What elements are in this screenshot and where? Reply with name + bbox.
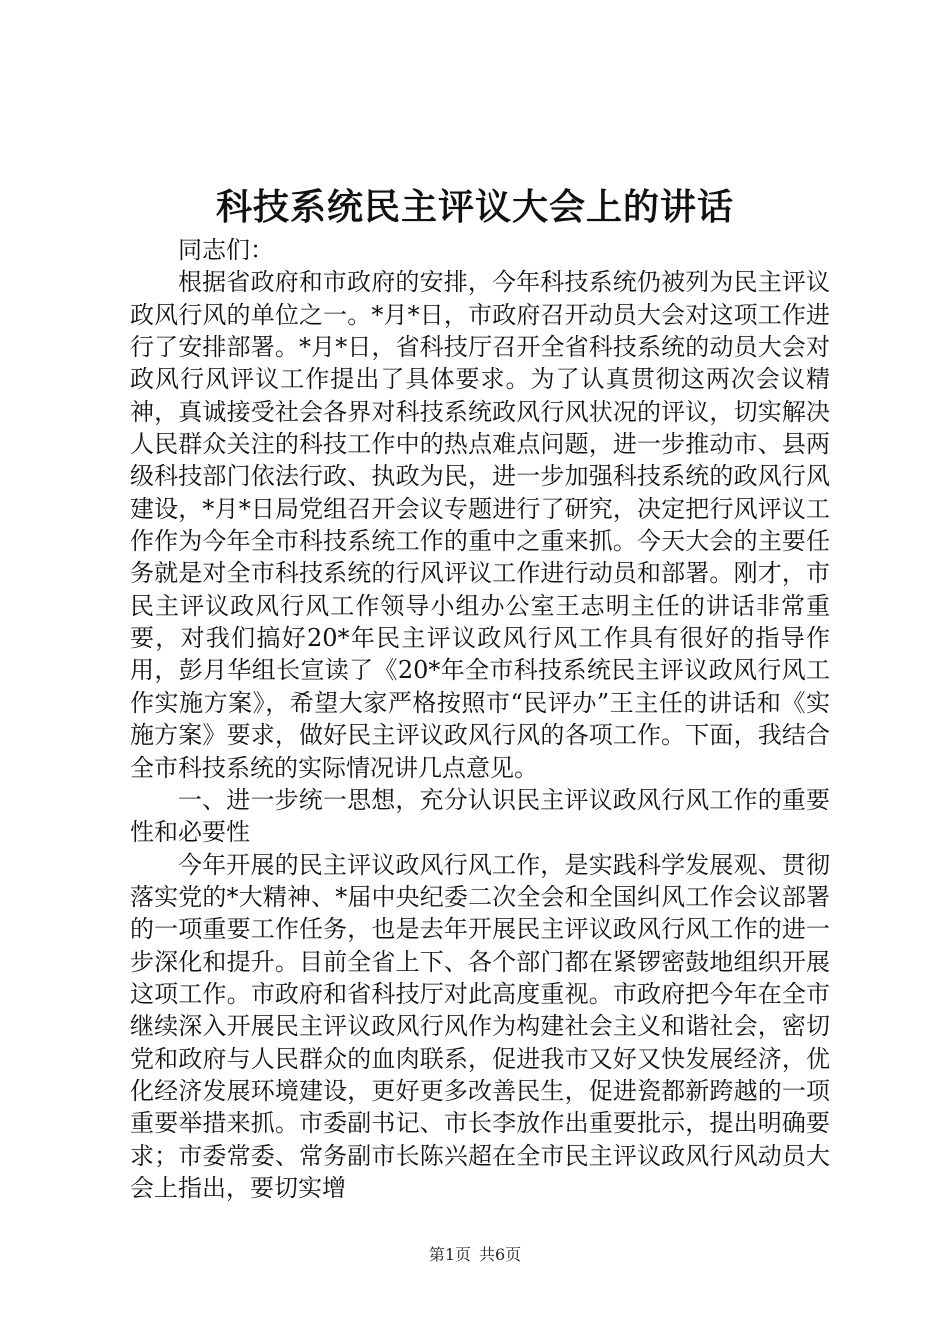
document-title: 科技系统民主评议大会上的讲话	[215, 186, 734, 228]
body-paragraph: 根据省政府和市政府的安排，今年科技系统仍被列为民主评议政风行风的单位之一。*月*日，市政府召开动员大会对这项工作进行了安排部署。*月*日，省科技厅召开全省科技系统的动员大会对政风行风评议工作提出了具体要求。为了认真贯彻这两次会议精神，真诚接受社会各界对科技系统政风行风状况的评议，切实解决人民群众关注的科技工作中的热点难点问题，进一步推动市、县两级科技部门依法行政、执政为民，进一步加强科技系统的政风行风建设，*月*日局党组召开会议专题进行了研究，决定把行风评议工作作为今年全市科技系统工作的重中之重来抓。今天大会的主要任务就是对全市科技系统的行风评议工作进行动员和部署。刚才，市民主评议政风行风工作领导小组办公室王志明主任的讲话非常重要，对我们搞好20*年民主评议政风行风工作具有很好的指导作用，彭月华组长宣读了《20*年全市科技系统民主评议政风行风工作实施方案》，希望大家严格按照市“民评办”王主任的讲话和《实施方案》要求，做好民主评议政风行风的各项工作。下面，我结合全市科技系统的实际情况讲几点意见。	[130, 268, 830, 782]
document-body	[130, 234, 830, 1204]
salutation-paragraph: 同志们：	[178, 236, 274, 264]
body-paragraph: 今年开展的民主评议政风行风工作，是实践科学发展观、贯彻落实党的*大精神、*届中央纪委二次全会和全国纠风工作会议部署的一项重要工作任务，也是去年开展民主评议政风行风工作的进一步深化和提升。目前全省上下、各个部门都在紧锣密鼓地组织开展这项工作。市政府和省科技厅对此高度重视。市政府把今年在全市继续深入开展民主评议政风行风作为构建社会主义和谐社会，密切党和政府与人民群众的血肉联系，促进我市又好又快发展经济，优化经济发展环境建设，更好更多改善民生，促进瓷都新跨越的一项重要举措来抓。市委副书记、市长李放作出重要批示，提出明确要求；市委常委、常务副市长陈兴超在全市民主评议政风行风动员大会上指出，要切实增	[130, 850, 830, 1202]
page-number: 第1页	[428, 1245, 471, 1264]
page-footer	[0, 1244, 950, 1266]
page-total: 共6页	[479, 1245, 522, 1264]
section-heading: 一、进一步统一思想，充分认识民主评议政风行风工作的重要性和必要性	[130, 785, 830, 847]
